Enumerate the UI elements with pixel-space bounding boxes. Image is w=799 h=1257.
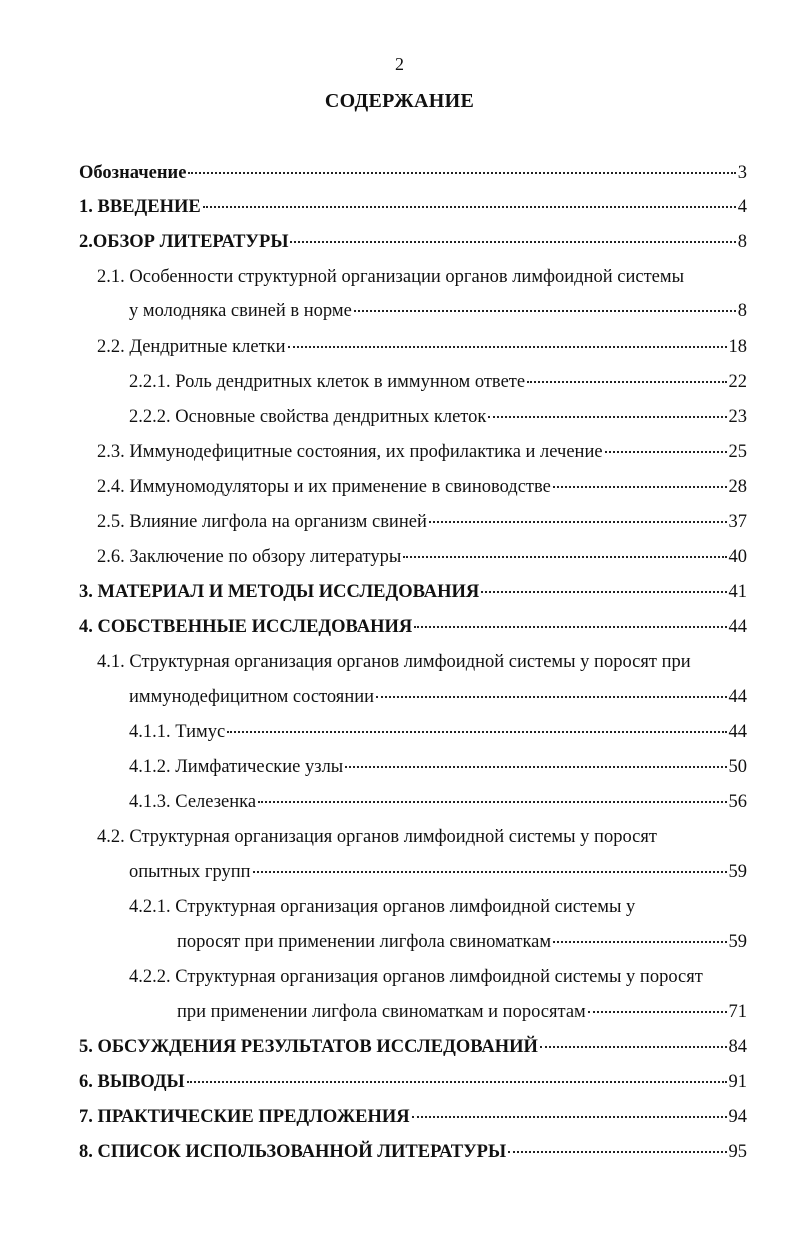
toc-entry-page: 44 [728, 722, 747, 742]
toc-entry-title: 2.4. Иммуномодуляторы и их применение в свиноводстве [97, 477, 551, 497]
page-number: 2 [395, 54, 404, 74]
toc-entry[interactable] [79, 1069, 747, 1095]
toc-entry-page: 44 [728, 687, 747, 707]
toc-entry-title: 6. ВЫВОДЫ [79, 1072, 185, 1092]
toc-entry-page: 71 [728, 1002, 747, 1022]
leader-dots [588, 1011, 727, 1013]
toc-entry-page: 41 [728, 582, 747, 602]
toc-entry[interactable] [97, 509, 747, 535]
toc-entry[interactable] [97, 544, 747, 570]
toc-entry[interactable] [97, 264, 747, 290]
toc-entry-title: 8. СПИСОК ИСПОЛЬЗОВАННОЙ ЛИТЕРАТУРЫ [79, 1142, 507, 1162]
toc-entry-title: 4.2.2. Структурная организация органов лимфоидной системы у поросят [129, 967, 703, 987]
leader-dots [376, 696, 726, 698]
toc-entry[interactable] [97, 474, 747, 500]
toc-entry-title: 4.1. Структурная организация органов лимфоидной системы у поросят при [97, 652, 691, 672]
leader-dots [488, 416, 726, 418]
toc-entry-page: 95 [728, 1142, 747, 1162]
leader-dots [481, 591, 726, 593]
toc-entry-title: 2.2.2. Основные свойства дендритных клеток [129, 407, 487, 427]
toc-entry[interactable] [97, 824, 747, 850]
leader-dots [354, 310, 736, 312]
toc-entry[interactable] [129, 789, 747, 815]
toc-entry-title: 2.5. Влияние лигфола на организм свиней [97, 512, 427, 532]
toc-entry-title: иммунодефицитном состоянии [129, 687, 375, 707]
leader-dots [288, 346, 727, 348]
toc-entry[interactable] [79, 614, 747, 640]
toc-entry-title: 5. ОБСУЖДЕНИЯ РЕЗУЛЬТАТОВ ИССЛЕДОВАНИЙ [79, 1037, 538, 1057]
toc-entry-title: 2.2. Дендритные клетки [97, 337, 286, 357]
toc-entry-title: 4.2. Структурная организация органов лимфоидной системы у поросят [97, 827, 657, 847]
toc-entry-page: 22 [728, 372, 747, 392]
toc-entry-title: поросят при применении лигфола свиноматкам [177, 932, 552, 952]
toc-entry-page: 4 [737, 197, 747, 217]
toc-entry-title: 4.1.2. Лимфатические узлы [129, 757, 344, 777]
toc-entry-page: 59 [728, 932, 747, 952]
leader-dots [203, 206, 736, 208]
toc-entry[interactable] [97, 649, 747, 675]
toc-entry-title: у молодняка свиней в норме [129, 301, 352, 321]
toc-entry[interactable] [129, 894, 747, 920]
toc-entry-page: 23 [728, 407, 747, 427]
leader-dots [553, 486, 727, 488]
leader-dots [187, 1081, 727, 1083]
leader-dots [540, 1046, 727, 1048]
toc-entry-title: 4.1.3. Селезенка [129, 792, 257, 812]
toc-entry-title: 2.2.1. Роль дендритных клеток в иммунном ответе [129, 372, 526, 392]
leader-dots [403, 556, 726, 558]
toc-entry-title: 3. МАТЕРИАЛ И МЕТОДЫ ИССЛЕДОВАНИЯ [79, 582, 480, 602]
toc-entry-page: 18 [728, 337, 747, 357]
toc-entry[interactable] [97, 439, 747, 465]
toc-entry-page: 59 [728, 862, 747, 882]
toc-entry[interactable] [97, 334, 747, 360]
toc-entry-title: 4. СОБСТВЕННЫЕ ИССЛЕДОВАНИЯ [79, 617, 413, 637]
leader-dots [290, 241, 735, 243]
toc-entry[interactable] [79, 160, 747, 186]
leader-dots [227, 731, 726, 733]
toc-entry-title: при применении лигфола свиноматкам и поросятам [177, 1002, 586, 1022]
toc-entry-title: 7. ПРАКТИЧЕСКИЕ ПРЕДЛОЖЕНИЯ [79, 1107, 410, 1127]
toc-entry-page: 40 [728, 547, 747, 567]
leader-dots [527, 381, 726, 383]
leader-dots [188, 172, 735, 174]
toc-entry-page: 28 [728, 477, 747, 497]
toc-entry-title: 2.ОБЗОР ЛИТЕРАТУРЫ [79, 232, 289, 252]
leader-dots [412, 1116, 727, 1118]
toc-entry[interactable] [129, 859, 747, 885]
toc-entry[interactable] [79, 1034, 747, 1060]
leader-dots [553, 941, 726, 943]
toc-entry-title: 4.2.1. Структурная организация органов лимфоидной системы у [129, 897, 636, 917]
toc-entry[interactable] [79, 194, 747, 220]
leader-dots [253, 871, 727, 873]
toc-entry-title: 2.1. Особенности структурной организации органов лимфоидной системы [97, 267, 685, 287]
toc-entry[interactable] [129, 754, 747, 780]
toc-entry[interactable] [79, 1104, 747, 1130]
toc-entry-title: опытных групп [129, 862, 251, 882]
leader-dots [345, 766, 726, 768]
toc-entry-page: 50 [728, 757, 747, 777]
toc-entry[interactable] [129, 404, 747, 430]
toc-entry-page: 56 [728, 792, 747, 812]
toc-entry[interactable] [129, 719, 747, 745]
leader-dots [429, 521, 727, 523]
toc-entry[interactable] [79, 579, 747, 605]
leader-dots [508, 1151, 726, 1153]
toc-entry[interactable] [129, 369, 747, 395]
leader-dots [258, 801, 726, 803]
toc-entry-title: Обозначение [79, 163, 187, 183]
toc-entry-page: 8 [737, 232, 747, 252]
toc-entry-page: 25 [728, 442, 747, 462]
toc-entry[interactable] [129, 298, 747, 324]
toc-entry-page: 91 [728, 1072, 747, 1092]
toc-entry[interactable] [177, 929, 747, 955]
toc-entry-title: 2.3. Иммунодефицитные состояния, их профилактика и лечение [97, 442, 603, 462]
toc-entry-title: 2.6. Заключение по обзору литературы [97, 547, 402, 567]
toc-entry-page: 84 [728, 1037, 747, 1057]
page-title: СОДЕРЖАНИЕ [324, 90, 475, 112]
leader-dots [605, 451, 727, 453]
toc-entry-page: 8 [737, 301, 747, 321]
toc-entry-title: 4.1.1. Тимус [129, 722, 226, 742]
toc-entry-title: 1. ВВЕДЕНИЕ [79, 197, 201, 217]
toc-entry[interactable] [129, 964, 747, 990]
toc-entry[interactable] [79, 1139, 747, 1165]
toc-entry[interactable] [129, 684, 747, 710]
toc-entry-page: 37 [728, 512, 747, 532]
toc-entry[interactable] [79, 229, 747, 255]
toc-entry-page: 44 [728, 617, 747, 637]
toc-entry[interactable] [177, 999, 747, 1025]
toc-entry-page: 3 [737, 163, 747, 183]
toc-entry-page: 94 [728, 1107, 747, 1127]
leader-dots [414, 626, 726, 628]
